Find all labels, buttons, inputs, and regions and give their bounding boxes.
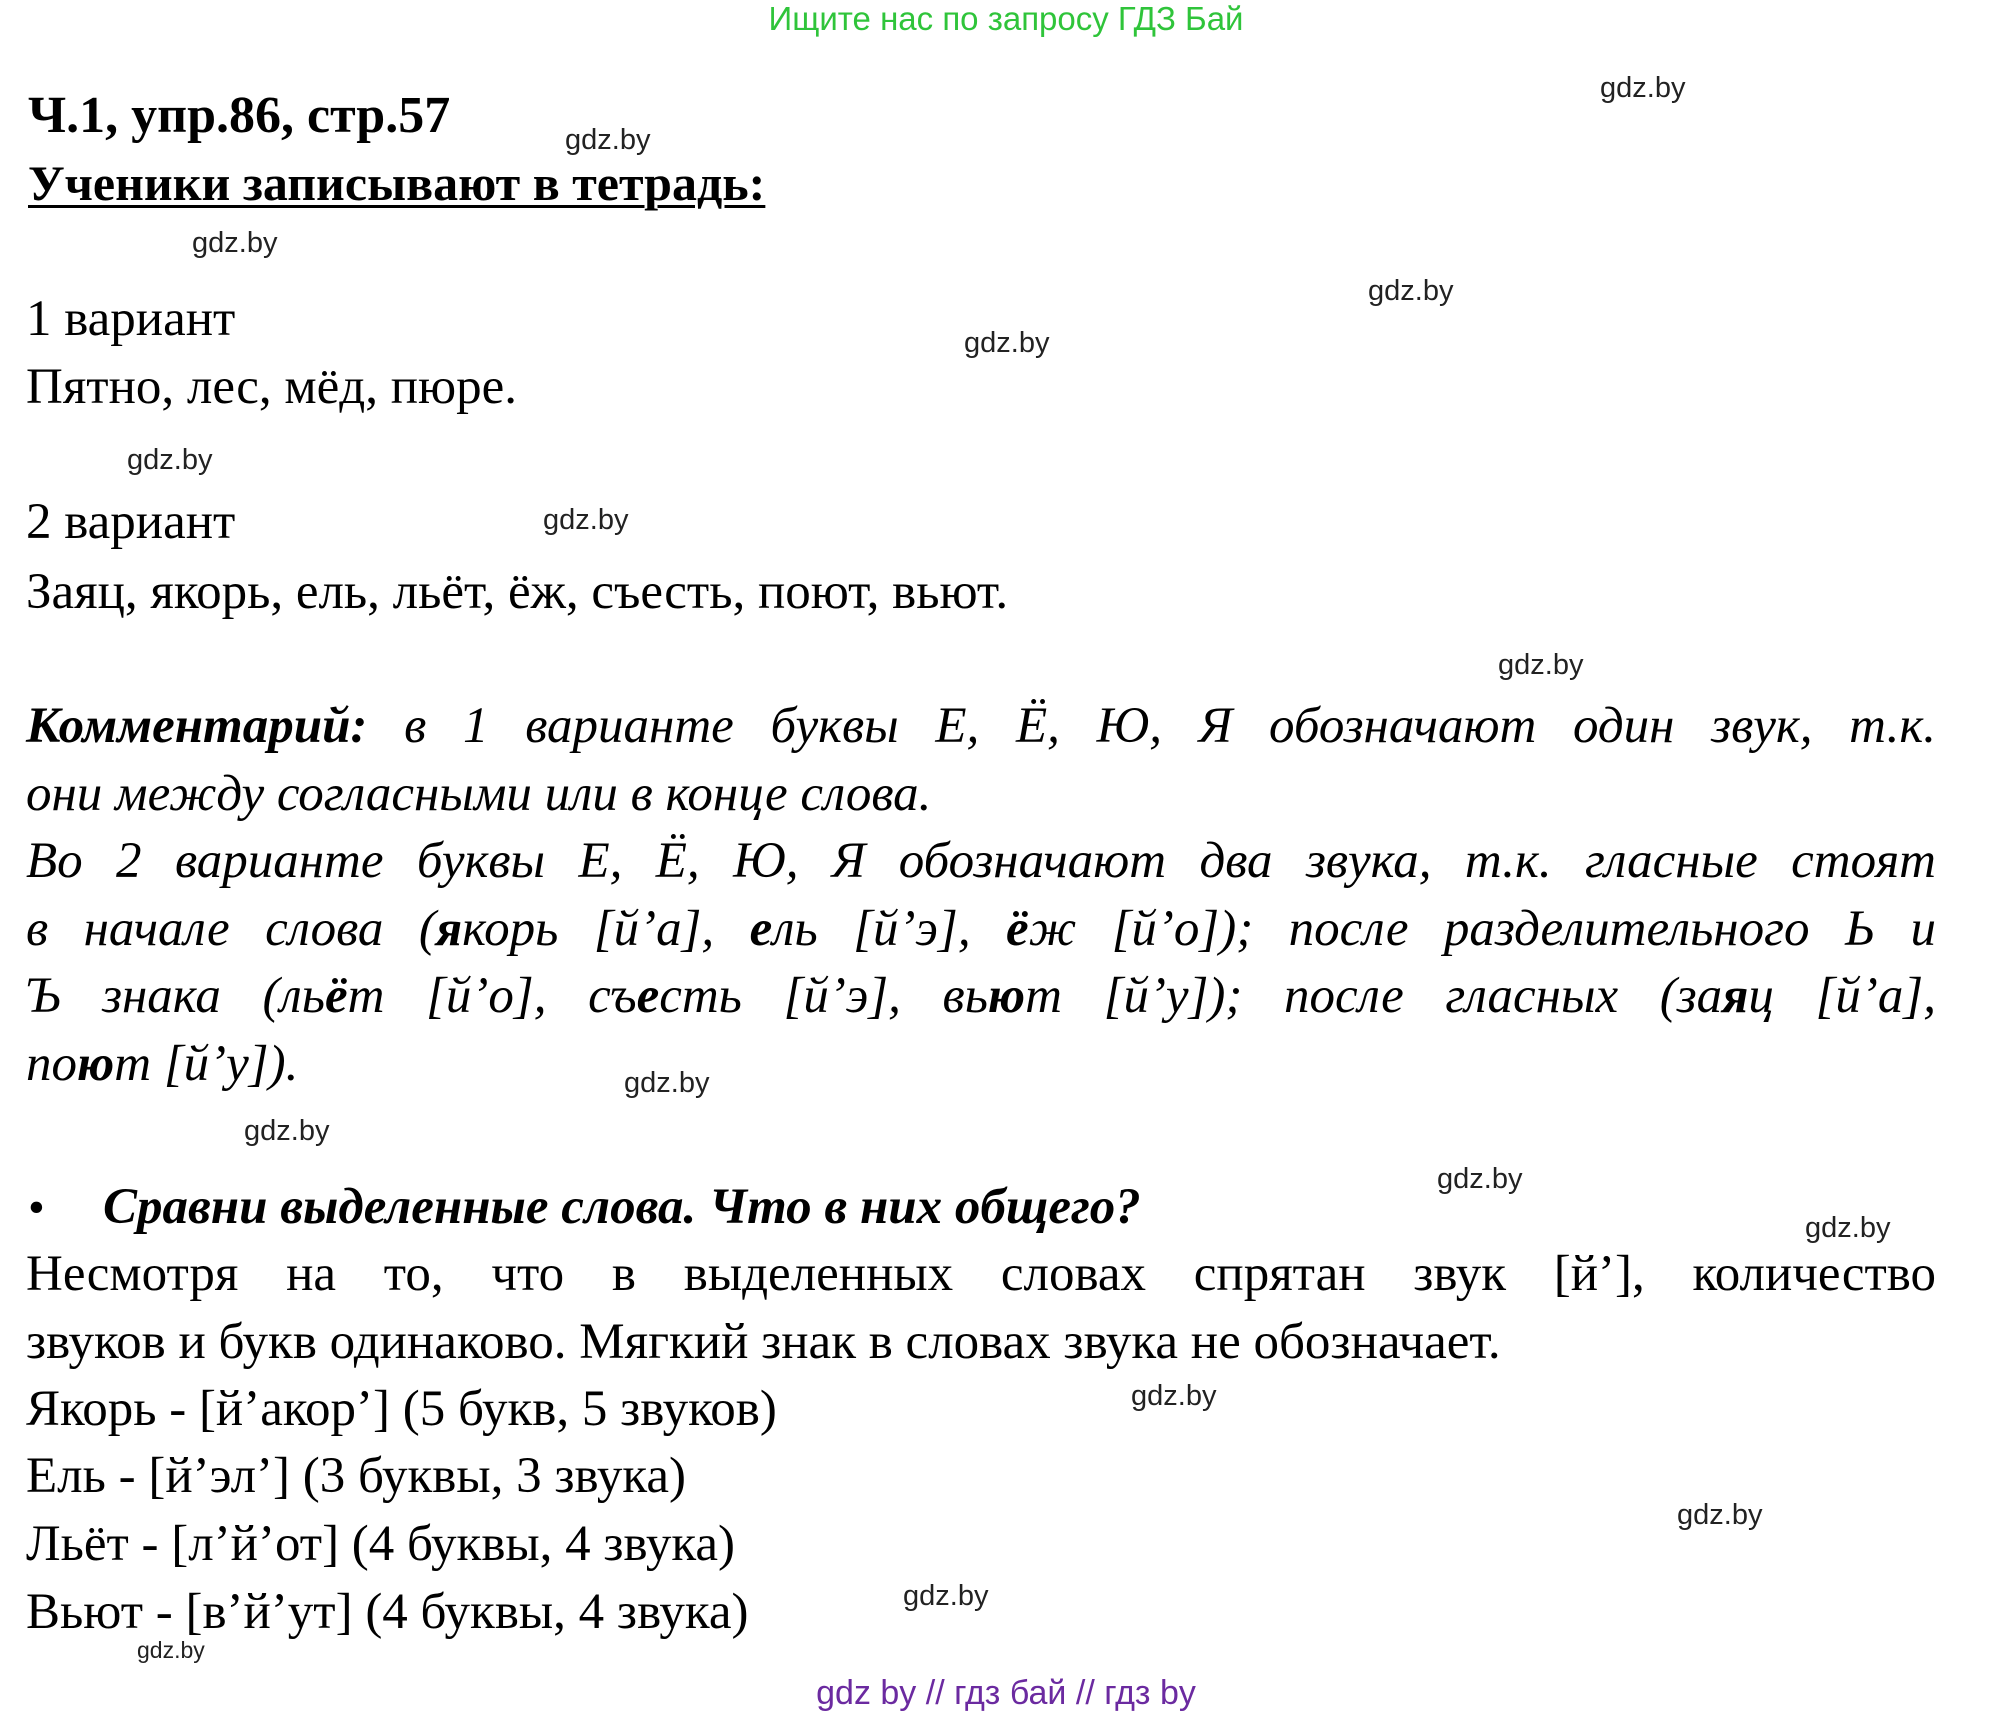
analysis-yakor: Якорь - [й’акор’] (5 букв, 5 звуков) xyxy=(26,1381,777,1437)
watermark: gdz.by xyxy=(192,227,278,259)
commentary-text: по xyxy=(26,1036,77,1092)
highlighted-letter: я xyxy=(435,901,463,957)
variant-2-label: 2 вариант xyxy=(26,494,236,550)
commentary-line xyxy=(26,697,1936,755)
watermark: gdz.by xyxy=(1805,1212,1891,1244)
commentary-text: ль [й’э], xyxy=(772,901,1007,957)
answer-line-2: звуков и букв одинаково. Мягкий знак в словах звука не обозначает. xyxy=(26,1314,1501,1370)
commentary-line xyxy=(26,832,1936,890)
commentary-text: корь [й’а], xyxy=(462,901,750,957)
watermark: gdz.by xyxy=(137,1637,205,1663)
analysis-vyut: Вьют - [в’й’ут] (4 буквы, 4 звука) xyxy=(26,1584,749,1640)
commentary-line xyxy=(26,765,1936,823)
commentary-text: в 1 варианте буквы Е, Ё, Ю, Я обозначают один звук, т.к. xyxy=(367,698,1936,754)
watermark: gdz.by xyxy=(1131,1380,1217,1412)
commentary-text: они между согласными или в конце слова. xyxy=(26,766,932,822)
search-banner: Ищите нас по запросу ГДЗ Бай xyxy=(768,0,1244,37)
commentary-text: ж [й’о]); после разделительного Ь и xyxy=(1028,901,1936,957)
highlighted-letter: е xyxy=(636,968,660,1024)
commentary-text: в начале слова ( xyxy=(26,901,436,957)
question: Сравни выделенные слова. Что в них общего? xyxy=(103,1179,1141,1235)
watermark: gdz.by xyxy=(565,124,651,156)
watermark: gdz.by xyxy=(903,1580,989,1612)
variant-1-words: Пятно, лес, мёд, пюре. xyxy=(26,359,517,415)
commentary-text: Ъ знака (ль xyxy=(26,968,325,1024)
analysis-lyot: Льёт - [л’й’от] (4 буквы, 4 звука) xyxy=(26,1516,736,1572)
footer-links: gdz by // гдз бай // гдз by xyxy=(816,1674,1196,1712)
variant-2-words: Заяц, якорь, ель, льёт, ёж, съесть, поют, вьют. xyxy=(26,564,1009,620)
section-heading: Ученики записывают в тетрадь: xyxy=(28,155,766,211)
watermark: gdz.by xyxy=(1600,72,1686,104)
commentary-line xyxy=(26,1035,1936,1093)
watermark: gdz.by xyxy=(1677,1499,1763,1531)
bullet: • xyxy=(28,1181,45,1234)
variant-1-label: 1 вариант xyxy=(26,291,236,347)
watermark: gdz.by xyxy=(624,1067,710,1099)
commentary-text: т [й’у]); после гласных (за xyxy=(1025,968,1723,1024)
page-title: Ч.1, упр.86, стр.57 xyxy=(28,87,451,144)
watermark: gdz.by xyxy=(964,327,1050,359)
commentary-text: т [й’у]). xyxy=(114,1036,299,1092)
answer-line-1: Несмотря на то, что в выделенных словах спрятан звук [й’], количество xyxy=(26,1246,1936,1302)
commentary-text: т [й’о], съ xyxy=(347,968,637,1024)
commentary-text: сть [й’э], вь xyxy=(659,968,988,1024)
highlighted-letter: ё xyxy=(324,968,348,1024)
highlighted-letter: ё xyxy=(1006,901,1029,957)
highlighted-letter: е xyxy=(749,901,773,957)
watermark: gdz.by xyxy=(543,504,629,536)
commentary-line xyxy=(26,900,1936,958)
highlighted-letter: ю xyxy=(77,1036,115,1092)
highlighted-letter: я xyxy=(1722,968,1749,1024)
highlighted-letter: ю xyxy=(987,968,1026,1024)
watermark: gdz.by xyxy=(244,1115,330,1147)
watermark: gdz.by xyxy=(1368,275,1454,307)
watermark: gdz.by xyxy=(1498,649,1584,681)
commentary-text: Во 2 варианте буквы Е, Ё, Ю, Я обозначают два звука, т.к. гласные стоят xyxy=(26,833,1936,889)
commentary-line xyxy=(26,967,1936,1025)
analysis-el: Ель - [й’эл’] (3 буквы, 3 звука) xyxy=(26,1448,686,1504)
watermark: gdz.by xyxy=(1437,1163,1523,1195)
highlighted-letter: Комментарий: xyxy=(26,698,368,754)
watermark: gdz.by xyxy=(127,444,213,476)
commentary-text: ц [й’а], xyxy=(1748,968,1936,1024)
